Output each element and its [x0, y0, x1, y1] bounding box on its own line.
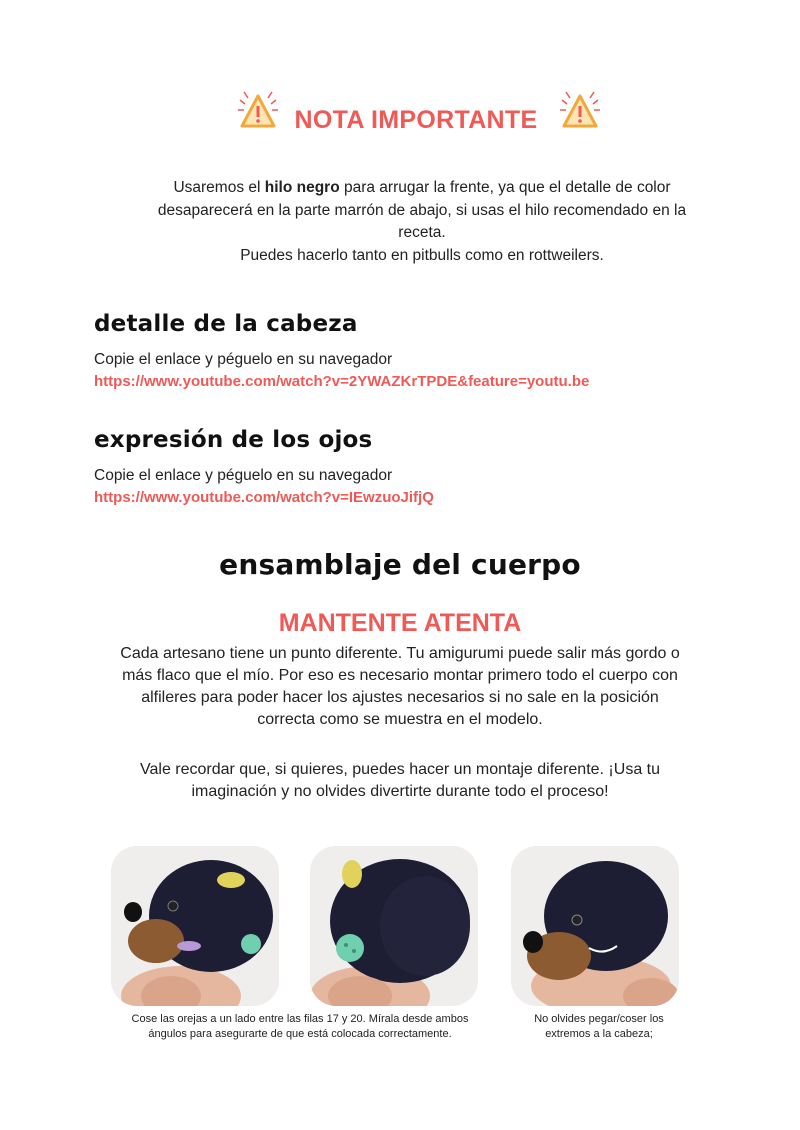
- section-heading-head-detail: detalle de la cabeza: [94, 311, 358, 337]
- section-heading-eyes: expresión de los ojos: [94, 427, 373, 453]
- note-bold-hilo-negro: hilo negro: [264, 179, 340, 196]
- section-copy-head-detail: Copie el enlace y péguelo en su navegador: [94, 351, 393, 368]
- photo-head-attach: [511, 846, 679, 1006]
- photo-ears-back: [310, 846, 478, 1006]
- caption-left: Cose las orejas a un lado entre las filas 17 y 20. Mírala desde ambos ángulos para asegurarte de que está colocada correctamente.: [131, 1013, 469, 1040]
- youtube-link-eyes[interactable]: https://www.youtube.com/watch?v=IEwzuoJifjQ: [94, 489, 434, 506]
- youtube-link-head-detail[interactable]: https://www.youtube.com/watch?v=2YWAZKrTPDE&feature=youtu.be: [94, 373, 590, 390]
- assembly-paragraph-2: Vale recordar que, si quieres, puedes hacer un montaje diferente. ¡Usa tu imaginación y no olvides divertirte durante todo el proceso!: [140, 761, 660, 800]
- photo-ears-side: [111, 846, 279, 1006]
- section-copy-eyes: Copie el enlace y péguelo en su navegador: [94, 467, 393, 484]
- note-text: [150, 177, 694, 267]
- note-line-2: Puedes hacerlo tanto en pitbulls como en rottweilers.: [240, 246, 604, 264]
- assembly-title: ensamblaje del cuerpo: [219, 548, 581, 581]
- caption-right: No olvides pegar/coser los extremos a la cabeza;: [534, 1013, 664, 1040]
- note-line-1: Usaremos el hilo negro para arrugar la frente, ya que el detalle de color desaparecerá en la parte marrón de abajo, si usas el hilo recomendado en la receta.: [157, 179, 687, 241]
- assembly-paragraph-1: Cada artesano tiene un punto diferente. Tu amigurumi puede salir más gordo o más flaco que el mío. Por eso es necesario montar primero todo el cuerpo con alfileres para poder hacer los ajustes necesarios si no sale en la posición correcta como se muestra en el modelo.: [120, 645, 680, 728]
- note-title: NOTA IMPORTANTE: [294, 106, 538, 134]
- attention-title: MANTENTE ATENTA: [278, 609, 522, 637]
